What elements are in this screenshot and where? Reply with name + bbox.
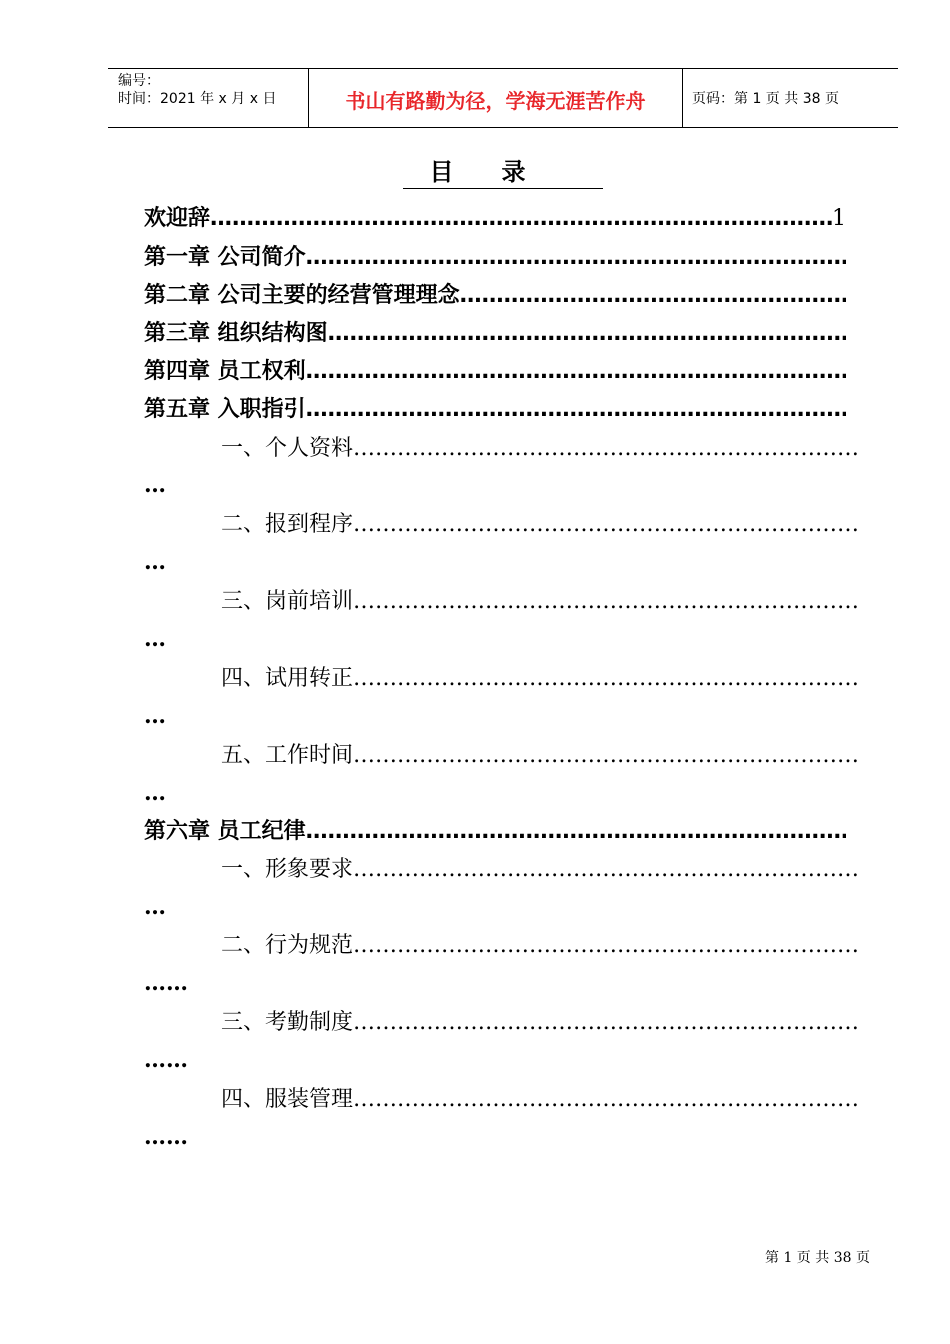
dot-leader <box>306 357 846 387</box>
dot-leader <box>353 1085 859 1115</box>
dot-leader <box>306 817 846 847</box>
toc-label: 二、行为规范 <box>221 933 354 958</box>
toc-entry-welcome <box>144 204 846 234</box>
toc-label: 第五章 入职指引 <box>144 397 306 422</box>
header-time: 时间：2021 年 x 月 x 日 <box>118 91 277 107</box>
toc-entry-chapter-1 <box>144 243 846 273</box>
dot-leader <box>353 510 859 540</box>
dot-leader <box>353 741 859 771</box>
toc-label: 五、工作时间 <box>221 743 354 768</box>
toc-entry-chapter-5 <box>144 395 846 425</box>
dot-leader-continuation: … <box>144 626 166 652</box>
dot-leader <box>306 395 846 425</box>
toc-label: 第三章 组织结构图 <box>144 321 328 346</box>
toc-subentry <box>221 587 859 617</box>
header-motto: 书山有路勤为径，学海无涯苦作舟 <box>309 69 683 127</box>
toc-label: 四、试用转正 <box>221 666 354 691</box>
toc-label: 第一章 公司简介 <box>144 245 306 270</box>
toc-subentry <box>221 510 859 540</box>
header-meta <box>108 69 309 127</box>
dot-leader <box>210 204 832 234</box>
toc-subentry <box>221 664 859 694</box>
header-number: 编号： <box>118 73 160 89</box>
dot-leader <box>353 855 859 885</box>
page-footer: 第 1 页 共 38 页 <box>765 1250 870 1266</box>
header-page-info: 页码：第 1 页 共 38 页 <box>692 91 839 107</box>
dot-leader <box>353 664 859 694</box>
toc-subentry <box>221 855 859 885</box>
toc-entry-chapter-3 <box>144 319 846 349</box>
dot-leader-continuation: … <box>144 780 166 806</box>
toc-page-number: 1 <box>832 206 846 231</box>
dot-leader <box>353 931 859 961</box>
toc-label: 欢迎辞 <box>144 206 211 231</box>
document-header <box>108 68 898 128</box>
toc-label: 第四章 员工权利 <box>144 359 306 384</box>
toc-entry-chapter-2 <box>144 281 846 311</box>
dot-leader-continuation: … <box>144 549 166 575</box>
dot-leader <box>306 243 846 273</box>
toc-label: 一、形象要求 <box>221 857 354 882</box>
toc-subentry <box>221 1008 859 1038</box>
dot-leader-continuation: … <box>144 472 166 498</box>
toc-label: 一、个人资料 <box>221 436 354 461</box>
toc-entry-chapter-6 <box>144 817 846 847</box>
toc-label: 第六章 员工纪律 <box>144 819 306 844</box>
toc-subentry <box>221 741 859 771</box>
toc-subentry <box>221 931 859 961</box>
dot-leader-continuation: …… <box>144 1047 188 1073</box>
dot-leader <box>353 587 859 617</box>
dot-leader <box>353 1008 859 1038</box>
toc-subentry <box>221 1085 859 1115</box>
toc-label: 四、服装管理 <box>221 1087 354 1112</box>
toc-label: 第二章 公司主要的经营管理理念 <box>144 283 460 308</box>
dot-leader-continuation: …… <box>144 970 188 996</box>
title-underline <box>403 188 603 189</box>
toc-label: 三、岗前培训 <box>221 589 354 614</box>
toc-entry-chapter-4 <box>144 357 846 387</box>
dot-leader-continuation: … <box>144 894 166 920</box>
dot-leader <box>353 434 859 464</box>
dot-leader-continuation: …… <box>144 1124 188 1150</box>
dot-leader <box>328 319 846 349</box>
page-title: 目录 <box>429 158 574 186</box>
toc-label: 三、考勤制度 <box>221 1010 354 1035</box>
toc-label: 二、报到程序 <box>221 512 354 537</box>
dot-leader <box>460 281 846 311</box>
toc-subentry <box>221 434 859 464</box>
dot-leader-continuation: … <box>144 703 166 729</box>
